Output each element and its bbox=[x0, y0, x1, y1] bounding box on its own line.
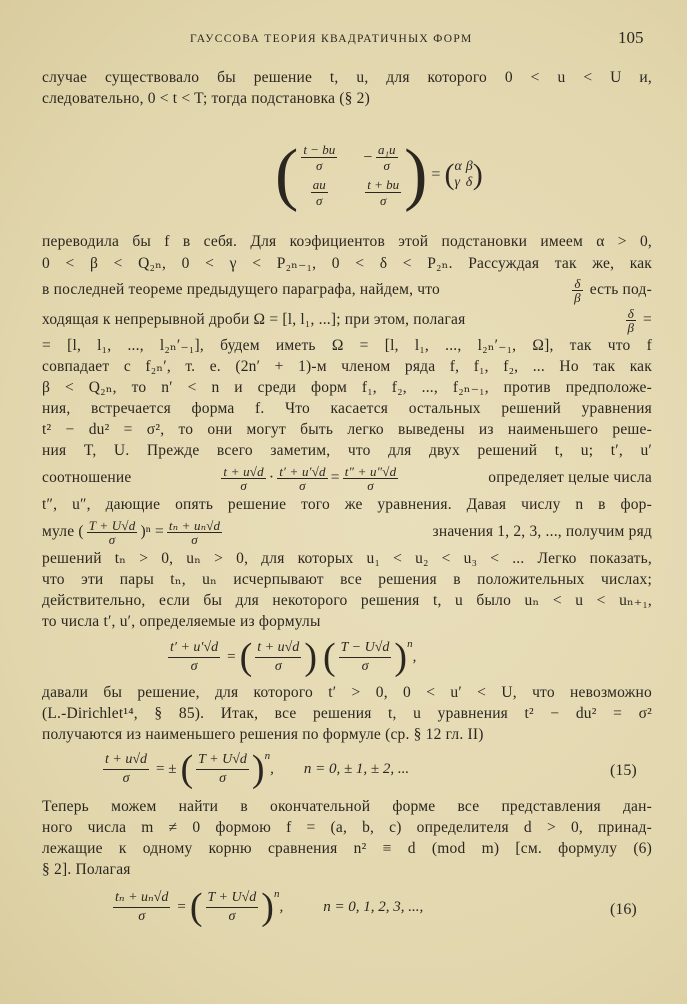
text-segment: ходящая к непрерывной дроби Ω = [l, l₁, ...]; при этом, полагая bbox=[42, 311, 466, 328]
comma: , bbox=[279, 898, 284, 915]
fraction-num: t + u√d bbox=[255, 639, 301, 658]
equation-15: $\frac{t + u√d}{\sigma}$ = ± ( $\frac{T + U√d}{\sigma}$ ) n , n = 0, ± 1, ± 2, ... bbox=[105, 748, 410, 790]
fraction-den: β bbox=[627, 319, 635, 335]
text-line: β < Q₂ₙ, то n′ < n и среди форм f₁, f₂, ..., f₂ₙ₋₁, против предположе- bbox=[42, 379, 652, 396]
text-segment: есть под- bbox=[589, 280, 652, 298]
text-line: = [l, l₁, ..., l₂ₙ′₋₁], будем иметь Ω = [l, l₁, ..., l₂ₙ′₋₁, Ω], так что f bbox=[42, 337, 652, 354]
fraction-num: T − U√d bbox=[339, 639, 392, 658]
text-segment: )ⁿ = bbox=[140, 523, 164, 540]
matrix-d-den: σ bbox=[379, 193, 387, 208]
text-segment: определяет целые числа bbox=[488, 469, 652, 486]
text-line: t² − du² = σ², то они могут быть легко выведены из наименьшего реше- bbox=[42, 421, 652, 438]
equals-sign: = bbox=[227, 648, 236, 665]
equation-16: $\frac{\text{tₙ + uₙ√d}}{\sigma}$ = ( $\frac{T + U√d}{\sigma}$ ) n , n = 0, 1, 2, 3, ..., bbox=[115, 886, 424, 928]
text-line: следовательно, 0 < t < T; тогда подстановка (§ 2) bbox=[42, 90, 370, 107]
matrix-d-num: t + bu bbox=[367, 177, 400, 192]
text-line bbox=[42, 306, 652, 334]
beta: β bbox=[465, 159, 473, 174]
exponent: n bbox=[264, 750, 271, 762]
fraction-den: σ bbox=[228, 908, 236, 924]
text-segment: в последней теореме предыдущего параграфа, найдем, что bbox=[42, 281, 440, 298]
fraction-num: T + U√d bbox=[88, 517, 136, 533]
text-line: § 2]. Полагая bbox=[42, 861, 131, 878]
matrix-a-num: t − bu bbox=[303, 142, 336, 157]
fraction-den: σ bbox=[190, 658, 198, 674]
fraction-num: t″ + u″√d bbox=[344, 463, 397, 479]
text-line bbox=[42, 276, 652, 304]
text-line: лежащие к одному корню сравнения n² ≡ d (mod m) [см. формулу (6) bbox=[42, 840, 652, 857]
dot-operator: · bbox=[268, 469, 275, 486]
right-paren: ) bbox=[404, 136, 428, 213]
fraction-den: σ bbox=[122, 770, 130, 786]
equals-sign: = bbox=[177, 898, 186, 915]
text-line: решений tₙ > 0, uₙ > 0, для которых u₁ < u₂ < u₃ < ... Легко показать, bbox=[42, 550, 652, 567]
substitution-matrix: ( $\frac{t - bu}{\sigma}$ − $\frac{\text{a₁u}}{\sigma}$ $\frac{au}{\sigma}$ $\frac{t + bu}{\sigma}$ ) = ( α β γ δ ) bbox=[275, 136, 483, 213]
exponent: n bbox=[407, 638, 413, 650]
text-line: Теперь можем найти в окончательной форме все представления дан- bbox=[42, 798, 652, 815]
text-line: то числа t′, u′, определяемые из формулы bbox=[42, 613, 321, 630]
index-range: n = 0, ± 1, ± 2, ... bbox=[303, 760, 410, 777]
text-segment: соотношение bbox=[42, 469, 132, 486]
comma: , bbox=[412, 648, 417, 665]
delta: δ bbox=[465, 175, 473, 190]
text-line: ния T, U. Прежде всего заметим, что для двух решений t, u; t′, u′ bbox=[42, 442, 652, 459]
equals-plus-minus: = ± bbox=[156, 760, 177, 777]
matrix-b-sign: − bbox=[362, 148, 373, 166]
text-line: переводила бы f в себя. Для коэфициентов этой подстановки имеем α > 0, bbox=[42, 233, 652, 250]
fraction-num: δ bbox=[627, 305, 634, 321]
text-segment: муле ( bbox=[42, 523, 84, 540]
fraction-den: σ bbox=[219, 770, 226, 786]
matrix-b-num: a₁u bbox=[378, 142, 396, 157]
equals-sign: = bbox=[330, 469, 340, 486]
running-header: ГАУССОВА ТЕОРИЯ КВАДРАТИЧНЫХ ФОРМ bbox=[190, 33, 473, 45]
alpha: α bbox=[454, 159, 462, 174]
fraction-den: σ bbox=[367, 477, 374, 493]
fraction-num: t + u√d bbox=[223, 463, 264, 479]
fraction-den: σ bbox=[108, 531, 116, 547]
text-line: получаются из наименьшего решения по формуле (ср. § 12 гл. II) bbox=[42, 726, 484, 743]
display-equation: $\frac{t' + u'√d}{\sigma}$ = ( $\frac{t + u√d}{\sigma}$ ) ( $\frac{T - U√d}{\sigma}$ ) n , bbox=[170, 636, 417, 678]
text-segment: = bbox=[643, 310, 652, 328]
fraction-den: σ bbox=[240, 477, 247, 493]
text-line: t″, u″, дающие опять решение того же уравнения. Давая числу n в фор- bbox=[42, 496, 652, 513]
matrix-c-den: σ bbox=[316, 193, 323, 208]
comma: , bbox=[270, 760, 274, 777]
fraction-num: tₙ + uₙ√d bbox=[168, 517, 221, 533]
text-line: случае существовало бы решение t, u, для которого 0 < u < U и, bbox=[42, 69, 652, 86]
matrix-b-den: σ bbox=[383, 158, 390, 173]
fraction-den: σ bbox=[274, 658, 282, 674]
fraction-num: tₙ + uₙ√d bbox=[113, 889, 170, 908]
fraction-den: σ bbox=[138, 908, 146, 924]
text-line bbox=[42, 518, 652, 546]
fraction-den: σ bbox=[191, 531, 198, 547]
text-line: давали бы решение, для которого t′ > 0, 0 < u′ < U, что невозможно bbox=[42, 684, 652, 701]
text-line: ния, встречается форма f. Что касается остальных решений уравнения bbox=[42, 400, 652, 417]
page-number: 105 bbox=[618, 28, 644, 47]
fraction-den: β bbox=[574, 289, 581, 305]
fraction-num: T + U√d bbox=[206, 889, 259, 908]
fraction-num: T + U√d bbox=[196, 751, 249, 770]
text-segment: значения 1, 2, 3, ..., получим ряд bbox=[432, 523, 652, 540]
text-line: 0 < β < Q₂ₙ, 0 < γ < P₂ₙ₋₁, 0 < δ < P₂ₙ. Рассуждая так же, как bbox=[42, 255, 652, 272]
gamma: γ bbox=[454, 175, 460, 190]
fraction-den: σ bbox=[299, 477, 306, 493]
fraction-den: σ bbox=[361, 658, 369, 674]
text-line: что эти пары tₙ, uₙ исчерпывают все решения в положительных числах; bbox=[42, 571, 652, 588]
text-line: совпадает с f₂ₙ′, т. е. (2n′ + 1)-м членом ряда f, f₁, f₂, ... Но так как bbox=[42, 358, 652, 375]
text-line bbox=[42, 464, 652, 492]
text-line: ного числа m ≠ 0 формою f = (a, b, c) определителя d > 0, принад- bbox=[42, 819, 652, 836]
equation-number: (16) bbox=[610, 901, 637, 918]
equation-number: (15) bbox=[610, 762, 637, 779]
equals-sign: = bbox=[431, 166, 441, 183]
fraction-num: t′ + u′√d bbox=[168, 639, 220, 658]
fraction-num: t′ + u′√d bbox=[279, 463, 326, 479]
matrix-a-den: σ bbox=[316, 158, 323, 173]
text-line: (L.-Dirichlet¹⁴, § 85). Итак, все решения t, u уравнения t² − du² = σ² bbox=[42, 705, 652, 722]
matrix-c-num: au bbox=[312, 177, 326, 192]
exponent: n bbox=[273, 888, 280, 900]
index-range: n = 0, 1, 2, 3, ..., bbox=[323, 898, 424, 915]
fraction-num: δ bbox=[574, 275, 581, 291]
fraction-num: t + u√d bbox=[103, 751, 149, 770]
text-line: действительно, если бы для некоторого решения t, u было uₙ < u < uₙ₊₁, bbox=[42, 592, 652, 609]
left-paren: ( bbox=[275, 136, 299, 213]
greek-matrix bbox=[454, 159, 472, 191]
